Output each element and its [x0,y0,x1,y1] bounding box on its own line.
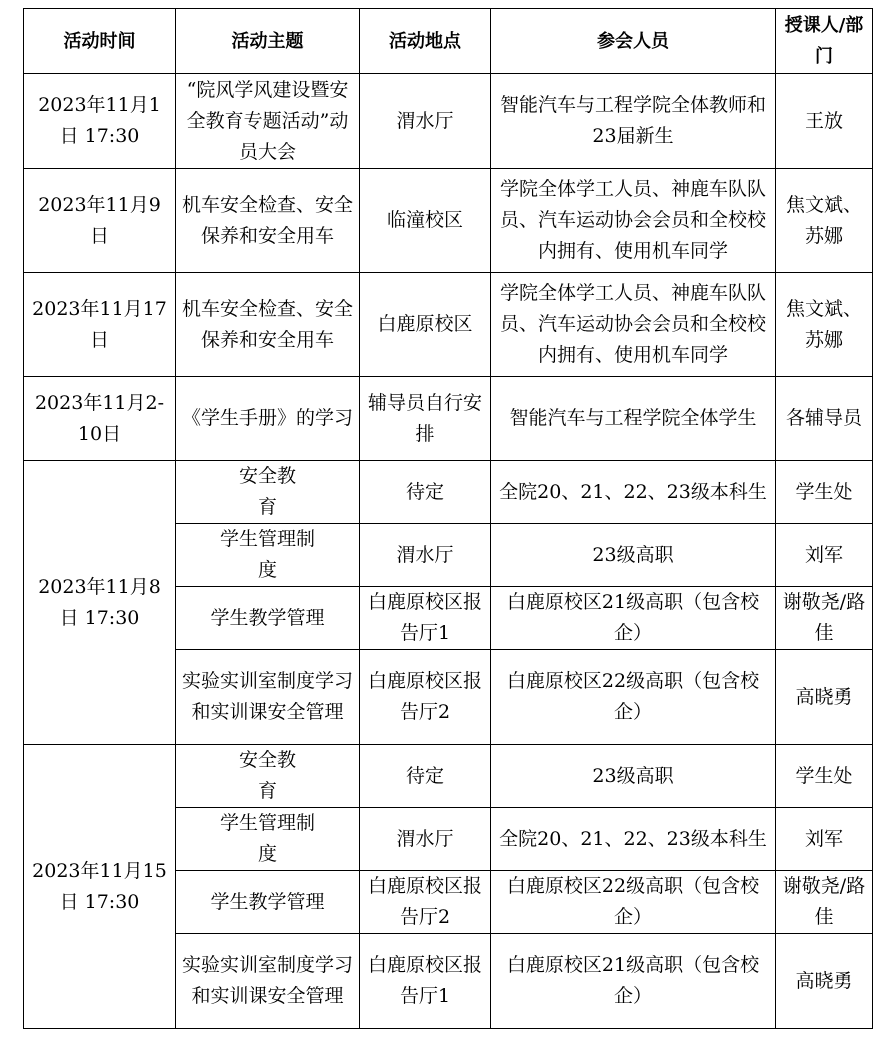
cell-place: 待定 [360,461,491,524]
header-people: 参会人员 [491,9,776,74]
cell-place: 白鹿原校区报告厅2 [360,871,491,934]
cell-people: 智能汽车与工程学院全体教师和23届新生 [491,74,776,169]
cell-lecturer: 刘军 [776,808,873,871]
header-place: 活动地点 [360,9,491,74]
cell-people: 白鹿原校区21级高职（包含校企） [491,934,776,1029]
cell-time: 2023年11月2-10日 [24,377,176,461]
cell-topic: 实验实训室制度学习和实训课安全管理 [176,650,360,745]
cell-place: 待定 [360,745,491,808]
cell-people: 全院20、21、22、23级本科生 [491,808,776,871]
cell-lecturer: 谢敬尧/路佳 [776,587,873,650]
cell-group-time: 2023年11月8日 17:30 [24,461,176,745]
header-lecturer: 授课人/部门 [776,9,873,74]
cell-time: 2023年11月9日 [24,169,176,273]
header-topic: 活动主题 [176,9,360,74]
cell-lecturer: 刘军 [776,524,873,587]
table-row [24,74,873,169]
table-row [24,461,873,524]
cell-topic: 学生教学管理 [176,587,360,650]
header-row [24,9,873,74]
cell-lecturer: 高晓勇 [776,934,873,1029]
table-row [24,745,873,808]
cell-topic: 机车安全检查、安全保养和安全用车 [176,273,360,377]
cell-lecturer: 焦文斌、苏娜 [776,169,873,273]
cell-lecturer: 王放 [776,74,873,169]
cell-lecturer: 谢敬尧/路佳 [776,871,873,934]
table-row [24,273,873,377]
cell-lecturer: 学生处 [776,745,873,808]
cell-people: 全院20、21、22、23级本科生 [491,461,776,524]
cell-lecturer: 高晓勇 [776,650,873,745]
table-row [24,169,873,273]
table-row [24,377,873,461]
cell-place: 白鹿原校区报告厅1 [360,587,491,650]
cell-place: 辅导员自行安排 [360,377,491,461]
cell-people: 智能汽车与工程学院全体学生 [491,377,776,461]
cell-place: 渭水厅 [360,808,491,871]
cell-topic: 安全教育 [176,461,360,524]
cell-place: 白鹿原校区报告厅1 [360,934,491,1029]
cell-topic: 《学生手册》的学习 [176,377,360,461]
cell-people: 白鹿原校区22级高职（包含校企） [491,650,776,745]
cell-topic: 学生教学管理 [176,871,360,934]
cell-topic: 安全教育 [176,745,360,808]
cell-people: 白鹿原校区22级高职（包含校企） [491,871,776,934]
cell-place: 临潼校区 [360,169,491,273]
cell-time: 2023年11月1日 17:30 [24,74,176,169]
cell-topic: 学生管理制度 [176,808,360,871]
cell-people: 23级高职 [491,524,776,587]
cell-time: 2023年11月17日 [24,273,176,377]
cell-place: 渭水厅 [360,74,491,169]
cell-place: 渭水厅 [360,524,491,587]
cell-topic: 学生管理制度 [176,524,360,587]
cell-people: 23级高职 [491,745,776,808]
cell-topic: 机车安全检查、安全保养和安全用车 [176,169,360,273]
cell-people: 白鹿原校区21级高职（包含校企） [491,587,776,650]
cell-topic: “院风学风建设暨安全教育专题活动”动员大会 [176,74,360,169]
cell-people: 学院全体学工人员、神鹿车队队员、汽车运动协会会员和全校校内拥有、使用机车同学 [491,273,776,377]
cell-lecturer: 学生处 [776,461,873,524]
cell-place: 白鹿原校区 [360,273,491,377]
cell-lecturer: 各辅导员 [776,377,873,461]
cell-place: 白鹿原校区报告厅2 [360,650,491,745]
activity-schedule-table [23,8,873,1029]
header-time: 活动时间 [24,9,176,74]
cell-topic: 实验实训室制度学习和实训课安全管理 [176,934,360,1029]
cell-people: 学院全体学工人员、神鹿车队队员、汽车运动协会会员和全校校内拥有、使用机车同学 [491,169,776,273]
cell-group-time: 2023年11月15日 17:30 [24,745,176,1029]
cell-lecturer: 焦文斌、苏娜 [776,273,873,377]
